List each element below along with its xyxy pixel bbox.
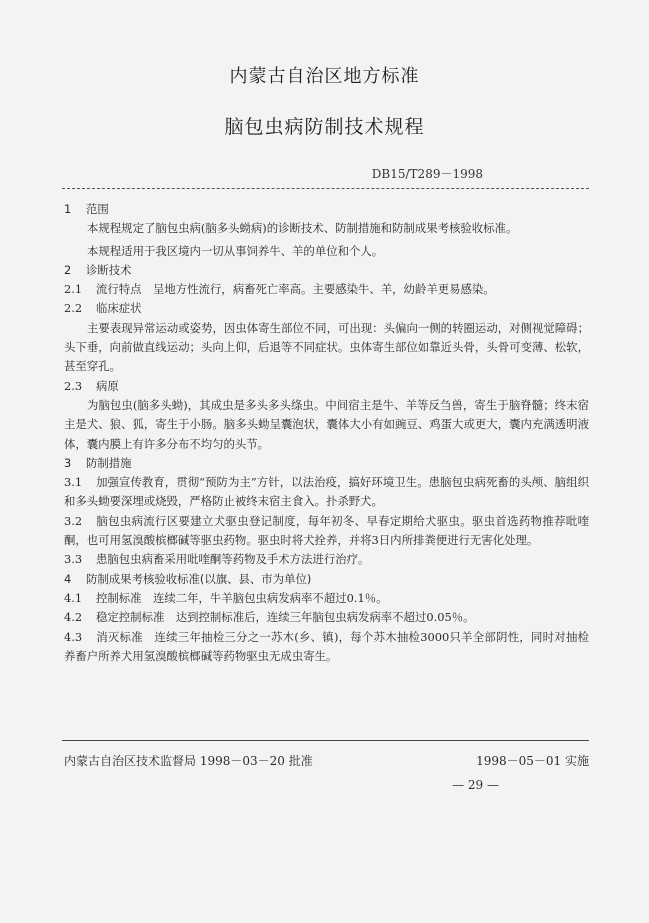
clause-2-2-heading: 2.2 临床症状 bbox=[64, 301, 142, 316]
standard-code: DB15/T289－1998 bbox=[371, 167, 483, 181]
clause-3-1: 3.1 加强宣传教育，贯彻“预防为主”方针，以法治疫，搞好环境卫生。患脑包虫病死畜的头颅、脑组织和多头蚴要深埋或烧毁，严格防止被终末宿主食入。扑杀野犬。 bbox=[64, 475, 589, 509]
clause-4-2: 4.2 稳定控制标准 达到控制标准后，连续三年脑包虫病发病率不超过0.05％。 bbox=[64, 610, 475, 625]
section-heading-4: 4 防制成果考核验收标准(以旗、县、市为单位) bbox=[64, 571, 312, 586]
clause-3-2: 3.2 脑包虫病流行区要建立犬驱虫登记制度，每年初冬、早春定期给犬驱虫。驱虫首选药物推荐吡喹酮，也可用氢溴酸槟榔碱等驱虫药物。驱虫时将犬拴养，并将3日内所排粪便进行无害化处理。 bbox=[64, 513, 589, 548]
document-body bbox=[64, 200, 589, 666]
document-title: 脑包虫病防制技术规程 bbox=[224, 116, 425, 138]
section-heading-1: 1 范围 bbox=[64, 202, 109, 216]
clause-3-3: 3.3 患脑包虫病畜采用吡喹酮等药物及手术方法进行治疗。 bbox=[64, 552, 370, 567]
clause-2-3-heading: 2.3 病原 bbox=[64, 378, 119, 393]
clause-2-1: 2.1 流行特点 呈地方性流行，病畜死亡率高。主要感染牛、羊，幼龄羊更易感染。 bbox=[64, 282, 495, 297]
approval-line: 内蒙古自治区技术监督局 1998－03－20 批准 bbox=[64, 754, 313, 768]
page-number: — 29 — bbox=[452, 778, 499, 792]
section-heading-2: 2 诊断技术 bbox=[64, 262, 132, 277]
header-divider bbox=[62, 188, 589, 189]
footer-divider bbox=[62, 740, 589, 741]
section-1-paragraph-1: 本规程规定了脑包虫病(脑多头蚴病)的诊断技术、防制措施和防制成果考核验收标准。 bbox=[87, 221, 518, 236]
clause-4-3: 4.3 消灭标准 连续三年抽检三分之一苏木(乡、镇)，每个苏木抽检3000只羊全部阴性，同时对抽检养畜户所养犬用氢溴酸槟榔碱等药物驱虫无成虫寄生。 bbox=[64, 629, 589, 663]
section-heading-3: 3 防制措施 bbox=[64, 455, 132, 470]
implementation-date: 1998－05－01 实施 bbox=[476, 754, 589, 768]
section-1-paragraph-2: 本规程适用于我区境内一切从事饲养牛、羊的单位和个人。 bbox=[87, 243, 384, 258]
clause-2-3-text: 为脑包虫(脑多头蚴)，其成虫是多头多头绦虫。中间宿主是牛、羊等反刍兽，寄生于脑脊髓；终末宿主是犬、狼、狐，寄生于小肠。脑多头蚴呈囊泡状，囊体大小有如豌豆、鸡蛋大或更大，囊内充满透明液体，囊内膜上有许多分布不均匀的头节。 bbox=[64, 397, 589, 451]
clause-4-1: 4.1 控制标准 连续二年，牛羊脑包虫病发病率不超过0.1％。 bbox=[64, 590, 388, 605]
clause-2-2-text: 主要表现异常运动或姿势，因虫体寄生部位不同，可出现：头偏向一侧的转圈运动，对侧视觉障碍；头下垂，向前做直线运动；头向上仰，后退等不同症状。虫体寄生部位如靠近头骨，头骨可变薄、松软，甚至穿孔。 bbox=[64, 320, 589, 374]
standard-org-heading: 内蒙古自治区地方标准 bbox=[229, 66, 420, 87]
